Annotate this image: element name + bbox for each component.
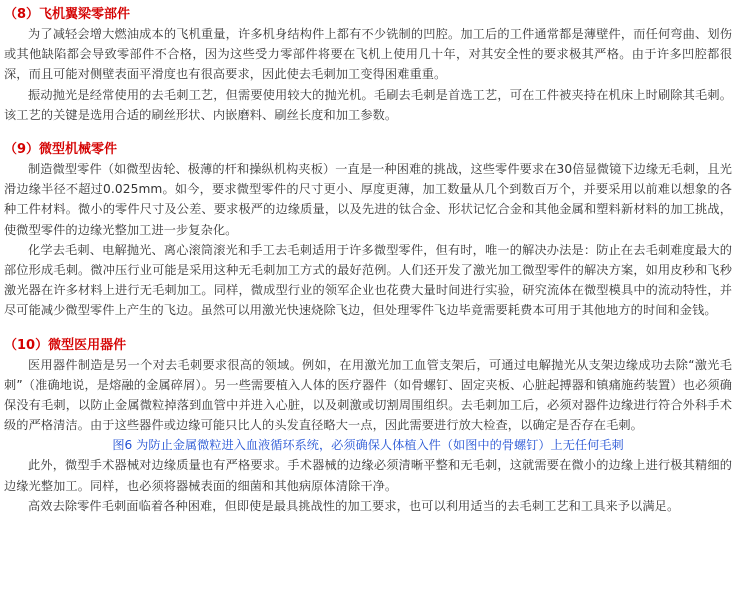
paragraph: 此外，微型手术器械对边缘质量也有严格要求。手术器械的边缘必须清晰平整和无毛刺，这就需要在微小的边缘上进行极其精细的边缘光整加工。同样，也必须将器械表面的细菌和其他病原体清除干净。 (4, 458, 732, 493)
paragraph: 制造微型零件（如微型齿轮、极薄的杆和操纵机构夹板）一直是一种困难的挑战，这些零件要求在30倍显微镜下边缘无毛刺，且光滑边缘半径不超过0.025mm。如今，要求微型零件的尺寸更小、厚度更薄，加工数量从几个到数百万个，并要采用以前难以想象的各种工件材料。微小的零件尺寸及公差、要求极严的边缘质量，以及先进的钛合金、形状记忆合金和其他金属和塑料新材料的加工挑战，使微型零件的边缘光整加工进一步复杂化。 (4, 162, 732, 237)
paragraph: 振动抛光是经常使用的去毛刺工艺，但需要使用较大的抛光机。毛刷去毛刺是首选工艺，可在工件被夹持在机床上时刷除其毛刺。该工艺的关键是选用合适的刷丝形状、内嵌磨料、刷丝长度和加工参数。 (4, 87, 732, 122)
paragraph: 医用器件制造是另一个对去毛刺要求很高的领域。例如，在用激光加工血管支架后，可通过电解抛光从支架边缘成功去除“激光毛刺”（准确地说，是熔融的金属碎屑）。另一些需要植入人体的医疗器件（如骨螺钉、固定夹板、心脏起搏器和镇痛施药装置）也必须确保没有毛刺，以防止金属微粒掉落到血管中并进入心脏，以及刺激或切割周围组织。去毛刺加工后，必须对器件边缘进行符合外科手术级的严格清洁。由于这些器件或边缘可能只比人的头发直径略大一点，因此需要进行放大检查，以确定是否存在毛刺。 (4, 357, 732, 433)
paragraph: 高效去除零件毛刺面临着各种困难，但即使是最具挑战性的加工要求，也可以利用适当的去毛刺工艺和工具来予以满足。 (28, 498, 680, 513)
section-heading-aircraft-spar: （8）飞机翼梁零部件 (4, 7, 131, 22)
section-spacer (4, 321, 732, 337)
section-heading-medical-devices: （10）微型医用器件 (4, 337, 127, 353)
paragraph: 为了减轻会增大燃油成本的飞机重量，许多机身结构件上都有不少铣制的凹腔。加工后的工件通常都是薄壁件，而任何弯曲、划伤或其他缺陷都会导致零部件不合格，因为这些受力零部件将要在飞机上使用几十年，对其安全性的要求极其严格。由于许多凹腔都很深，而且可能对侧壁表面平滑度也有很高要求，因此使去毛刺加工变得困难重重。 (4, 27, 732, 82)
paragraph: 化学去毛刺、电解抛光、离心滚筒滚光和手工去毛刺适用于许多微型零件，但有时，唯一的解决办法是：防止在去毛刺难度最大的部位形成毛刺。微冲压行业可能是采用这种无毛刺加工方式的最好范例。人们还开发了激光加工微型零件的解决方案，如用皮秒和飞秒激光器在许多材料上进行无毛刺加工。同样，微成型行业的领军企业也花费大量时间进行实验，研究流体在微型模具中的流动特性，并尽可能减少微型零件上产生的飞边。虽然可以用激光快速烧除飞边，但处理零件飞边毕竟需要耗费本可用于其他地方的时间和金钱。 (4, 242, 732, 318)
section-spacer (4, 125, 732, 141)
figure-caption: 图6 为防止金属微粒进入血液循环系统，必须确保人体植入件（如图中的骨螺钉）上无任何毛刺 (112, 438, 624, 453)
section-heading-micro-parts: （9）微型机械零件 (4, 142, 118, 158)
